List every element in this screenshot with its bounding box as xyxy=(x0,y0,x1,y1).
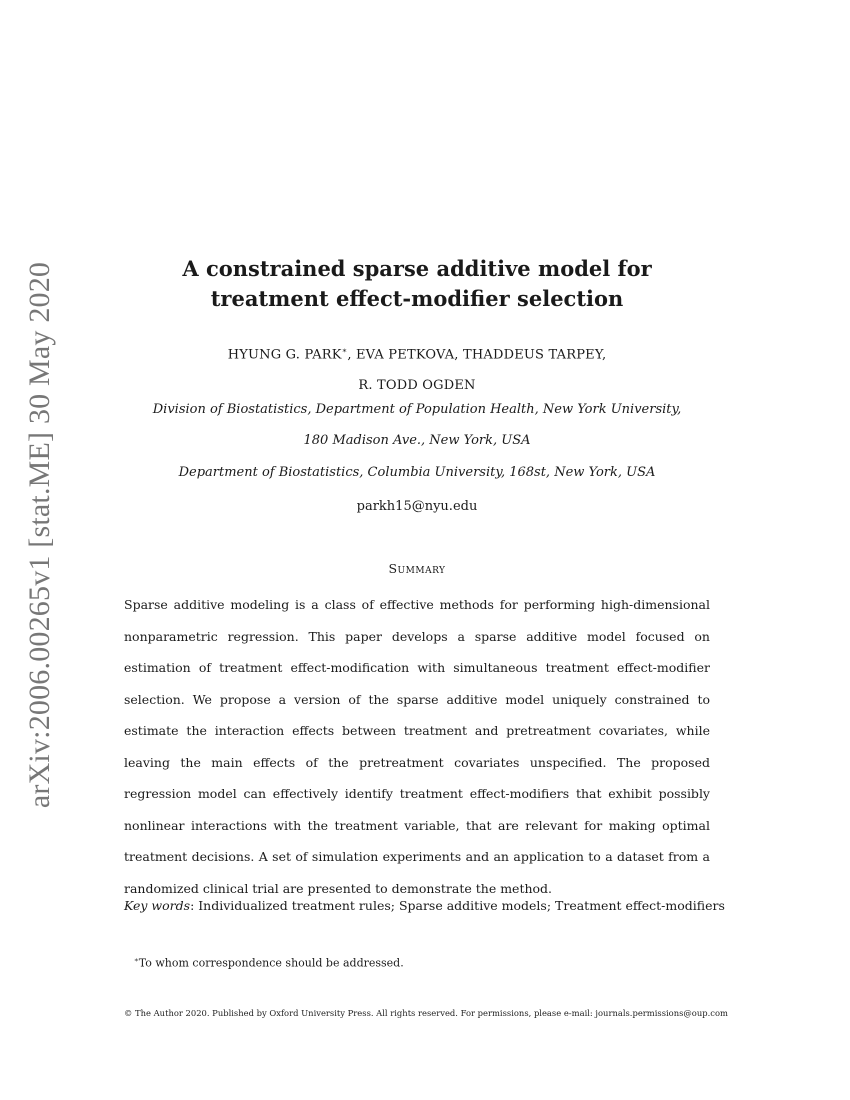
arxiv-sidebar xyxy=(0,0,80,1100)
footnote-mark: ∗ xyxy=(134,956,139,964)
corresponding-author-mark: ∗ xyxy=(341,346,348,355)
footnote-text: To whom correspondence should be addressed. xyxy=(138,956,404,970)
keywords-list: : Individualized treatment rules; Sparse additive models; Treatment effect-modifiers xyxy=(190,898,725,913)
authors-line-1 xyxy=(124,346,710,362)
author-name-park: HYUNG G. PARK xyxy=(227,347,342,363)
keywords-label: Key words xyxy=(124,898,191,913)
affiliation-1-line-1: Division of Biostatistics, Department of Population Health, New York University, xyxy=(152,402,682,417)
arxiv-identifier: arXiv:2006.00265v1 [stat.ME] 30 May 2020 xyxy=(23,261,56,809)
keywords xyxy=(124,898,725,913)
title-line-1: A constrained sparse additive model for xyxy=(182,256,652,281)
authors-line-2: R. TODD OGDEN xyxy=(358,378,476,393)
affiliation-2: Department of Biostatistics, Columbia University, 168st, New York, USA xyxy=(178,465,656,480)
title-line-2: treatment effect-modifier selection xyxy=(210,286,624,311)
authors-rest: , EVA PETKOVA, THADDEUS TARPEY, xyxy=(347,347,607,363)
correspondence-footnote xyxy=(134,956,404,970)
summary-heading: Summary xyxy=(388,561,446,576)
author-email: parkh15@nyu.edu xyxy=(356,499,478,514)
summary-text: Sparse additive modeling is a class of effective methods for performing high-dimensional nonparametric regression. This paper develops a sparse additive model focused on estimation of treatment effect-modification with simultaneous treatment effect-modifier selection. We propose a version of the sparse additive model uniquely constrained to estimate the interaction effects between treatment and pretreatment covariates, while leaving the main effects of the pretreatment covariates unspecified. The proposed regression model can effectively identify treatment effect-modifiers that exhibit possibly nonlinear interactions with the treatment variable, that are relevant for making optimal treatment decisions. A set of simulation experiments and an application to a dataset from a randomized clinical trial are presented to demonstrate the method. xyxy=(124,597,710,896)
paper-page xyxy=(124,0,728,1100)
paper-title xyxy=(124,254,710,314)
copyright-notice: © The Author 2020. Published by Oxford University Press. All rights reserved. For permissions, please e-mail: journals.permissions@oup.com xyxy=(124,1008,728,1018)
affiliation-1-line-2: 180 Madison Ave., New York, USA xyxy=(303,433,531,448)
